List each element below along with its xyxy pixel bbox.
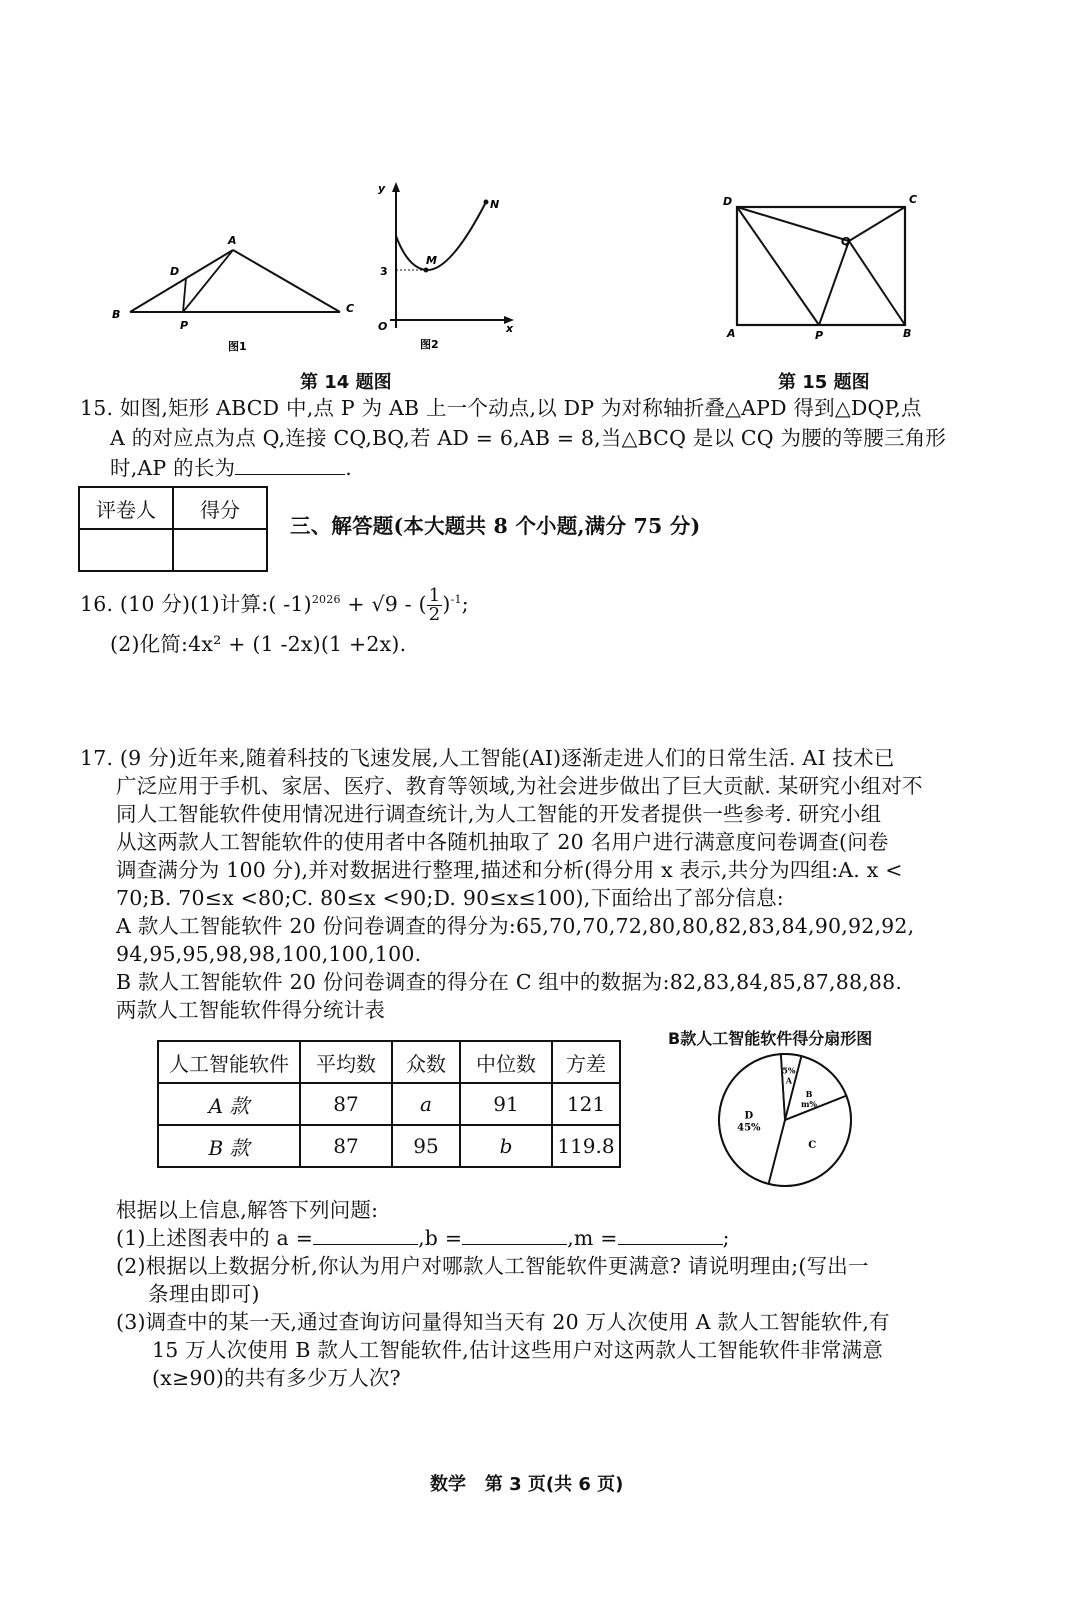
- pie-chart: [700, 1048, 870, 1188]
- label-C: C: [909, 193, 918, 206]
- q15-period: .: [345, 456, 352, 480]
- table-header: 方差: [552, 1041, 620, 1083]
- q15-answer-blank[interactable]: [235, 456, 345, 475]
- table-header-row: [158, 1041, 620, 1083]
- q16-neg-exponent: -1: [450, 593, 462, 606]
- figure-15-rectangle: [715, 185, 925, 345]
- q17-line: 调查满分为 100 分),并对数据进行整理,描述和分析(得分用 x 表示,共分为四组:A. x <: [116, 858, 903, 882]
- label-three: 3: [380, 265, 388, 278]
- answer-blank-a[interactable]: [313, 1226, 418, 1245]
- figure-15-caption: 第 15 题图: [778, 372, 870, 393]
- table-cell: 119.8: [552, 1125, 620, 1167]
- answer-blank-b[interactable]: [462, 1226, 567, 1245]
- axis-x-label: x: [506, 322, 514, 335]
- grader-score-cell[interactable]: [173, 529, 267, 571]
- label-A: A: [228, 234, 237, 247]
- fraction-denominator: 2: [428, 603, 441, 625]
- pie-label-D: D: [744, 1110, 754, 1122]
- table-cell: 87: [300, 1083, 392, 1125]
- table-cell: 87: [300, 1125, 392, 1167]
- table-row: [158, 1125, 620, 1167]
- figure-14-caption: 第 14 题图: [300, 372, 392, 393]
- table-cell: 121: [552, 1083, 620, 1125]
- q1-text-b: ,b =: [418, 1226, 463, 1250]
- q16-part2: (2)化简:4x² + (1 -2x)(1 +2x).: [110, 632, 407, 656]
- fig1-label: 图1: [228, 340, 247, 353]
- table-cell: a: [392, 1083, 460, 1125]
- grader-box: [78, 486, 268, 572]
- pie-label-A: A: [785, 1075, 792, 1086]
- q17-line: A 款人工智能软件 20 份问卷调查的得分为:65,70,70,72,80,80,82,83,84,90,92,92,: [116, 914, 915, 938]
- q17-body: [80, 744, 923, 1024]
- q16-end: ;: [461, 591, 469, 616]
- q17-q2-line2: 条理由即可): [148, 1282, 260, 1306]
- q1-end: ;: [722, 1226, 730, 1250]
- label-P: P: [815, 329, 824, 342]
- q16-text-mid: + √9 - (: [340, 591, 427, 616]
- grader-col-score: 得分: [173, 487, 267, 529]
- q17-intro: 根据以上信息,解答下列问题:: [116, 1198, 379, 1222]
- table-header: 中位数: [460, 1041, 552, 1083]
- q17-line: 两款人工智能软件得分统计表: [116, 998, 386, 1022]
- q17-line: 从这两款人工智能软件的使用者中各随机抽取了 20 名用户进行满意度问卷调查(问卷: [116, 830, 889, 854]
- fraction-numerator: 1: [428, 584, 441, 606]
- q16-fraction: [427, 584, 443, 625]
- table-header: 平均数: [300, 1041, 392, 1083]
- q17-line: 94,95,95,98,98,100,100,100.: [116, 942, 422, 966]
- label-B: B: [903, 327, 912, 340]
- pie-value-D: 45%: [737, 1122, 761, 1134]
- q17-line: 17. (9 分)近年来,随着科技的飞速发展,人工智能(AI)逐渐走进人们的日常生活. AI 技术已: [80, 746, 895, 770]
- q15-line2: A 的对应点为点 Q,连接 CQ,BQ,若 AD = 6,AB = 8,当△BCQ 是以 CQ 为腰的等腰三角形: [110, 426, 947, 450]
- grader-col-reviewer: 评卷人: [79, 487, 173, 529]
- page-footer: 数学 第 3 页(共 6 页): [430, 1474, 624, 1495]
- q17-q3-line2: 15 万人次使用 B 款人工智能软件,估计这些用户对这两款人工智能软件非常满意: [152, 1338, 884, 1362]
- q17-q1: [116, 1224, 730, 1252]
- pie-value-B: m%: [800, 1098, 818, 1109]
- table-cell: 91: [460, 1083, 552, 1125]
- label-A: A: [727, 327, 736, 340]
- fig2-label: 图2: [420, 338, 439, 351]
- label-B: B: [112, 308, 121, 321]
- label-M: M: [426, 254, 437, 267]
- label-D: D: [170, 265, 180, 278]
- label-Q: Q: [841, 235, 851, 248]
- q17-q3-line1: (3)调查中的某一天,通过查询访问量得知当天有 20 万人次使用 A 款人工智能软件,有: [116, 1310, 890, 1334]
- label-C: C: [346, 302, 355, 315]
- table-row: [158, 1083, 620, 1125]
- grader-reviewer-cell[interactable]: [79, 529, 173, 571]
- pie-label-C: C: [808, 1140, 817, 1152]
- figure-14-triangle: [110, 230, 360, 360]
- q17-q3-line3: (x≥90)的共有多少万人次?: [152, 1366, 401, 1390]
- answer-blank-m[interactable]: [618, 1226, 723, 1245]
- stats-table: [157, 1040, 621, 1168]
- table-cell: A 款: [158, 1083, 300, 1125]
- q16-part1: 16. (10 分)(1)计算:( -1)$^{2026}$ + √9 - ( $\frac{1}{2}$ )$^{-1}$;: [80, 584, 469, 625]
- label-P: P: [180, 319, 189, 332]
- section-3-heading: 三、解答题(本大题共 8 个小题,满分 75 分): [290, 514, 701, 538]
- q15-line3: [110, 454, 352, 482]
- q1-text-m: ,m =: [567, 1226, 618, 1250]
- q17-q2-line1: (2)根据以上数据分析,你认为用户对哪款人工智能软件更满意? 请说明理由;(写出一: [116, 1254, 869, 1278]
- label-N: N: [490, 198, 500, 211]
- q16-text-prefix: 16. (10 分)(1)计算:( -1): [80, 591, 312, 616]
- pie-title: B款人工智能软件得分扇形图: [668, 1029, 873, 1048]
- q15-line1: 15. 如图,矩形 ABCD 中,点 P 为 AB 上一个动点,以 DP 为对称轴折叠△APD 得到△DQP,点: [80, 396, 922, 420]
- table-cell: B 款: [158, 1125, 300, 1167]
- q17-line: 广泛应用于手机、家居、医疗、教育等领域,为社会进步做出了巨大贡献. 某研究小组对不: [116, 774, 923, 798]
- pie-value-A: 5%: [782, 1065, 796, 1076]
- table-header: 人工智能软件: [158, 1041, 300, 1083]
- origin-label: O: [378, 320, 388, 333]
- table-header: 众数: [392, 1041, 460, 1083]
- axis-y-label: y: [378, 182, 386, 195]
- table-cell: 95: [392, 1125, 460, 1167]
- q15-text: 时,AP 的长为: [110, 456, 236, 480]
- q17-line: 70;B. 70≤x <80;C. 80≤x <90;D. 90≤x≤100),下面给出了部分信息:: [116, 886, 784, 910]
- pie-label-B: B: [805, 1088, 813, 1099]
- q16-exponent: 2026: [311, 593, 341, 606]
- table-cell: b: [460, 1125, 552, 1167]
- q17-line: B 款人工智能软件 20 份问卷调查的得分在 C 组中的数据为:82,83,84,85,87,88,88.: [116, 970, 903, 994]
- q1-text-a: (1)上述图表中的 a =: [116, 1226, 314, 1250]
- q17-line: 同人工智能软件使用情况进行调查统计,为人工智能的开发者提供一些参考. 研究小组: [116, 802, 882, 826]
- figure-14-graph: [368, 180, 518, 360]
- label-D: D: [723, 195, 733, 208]
